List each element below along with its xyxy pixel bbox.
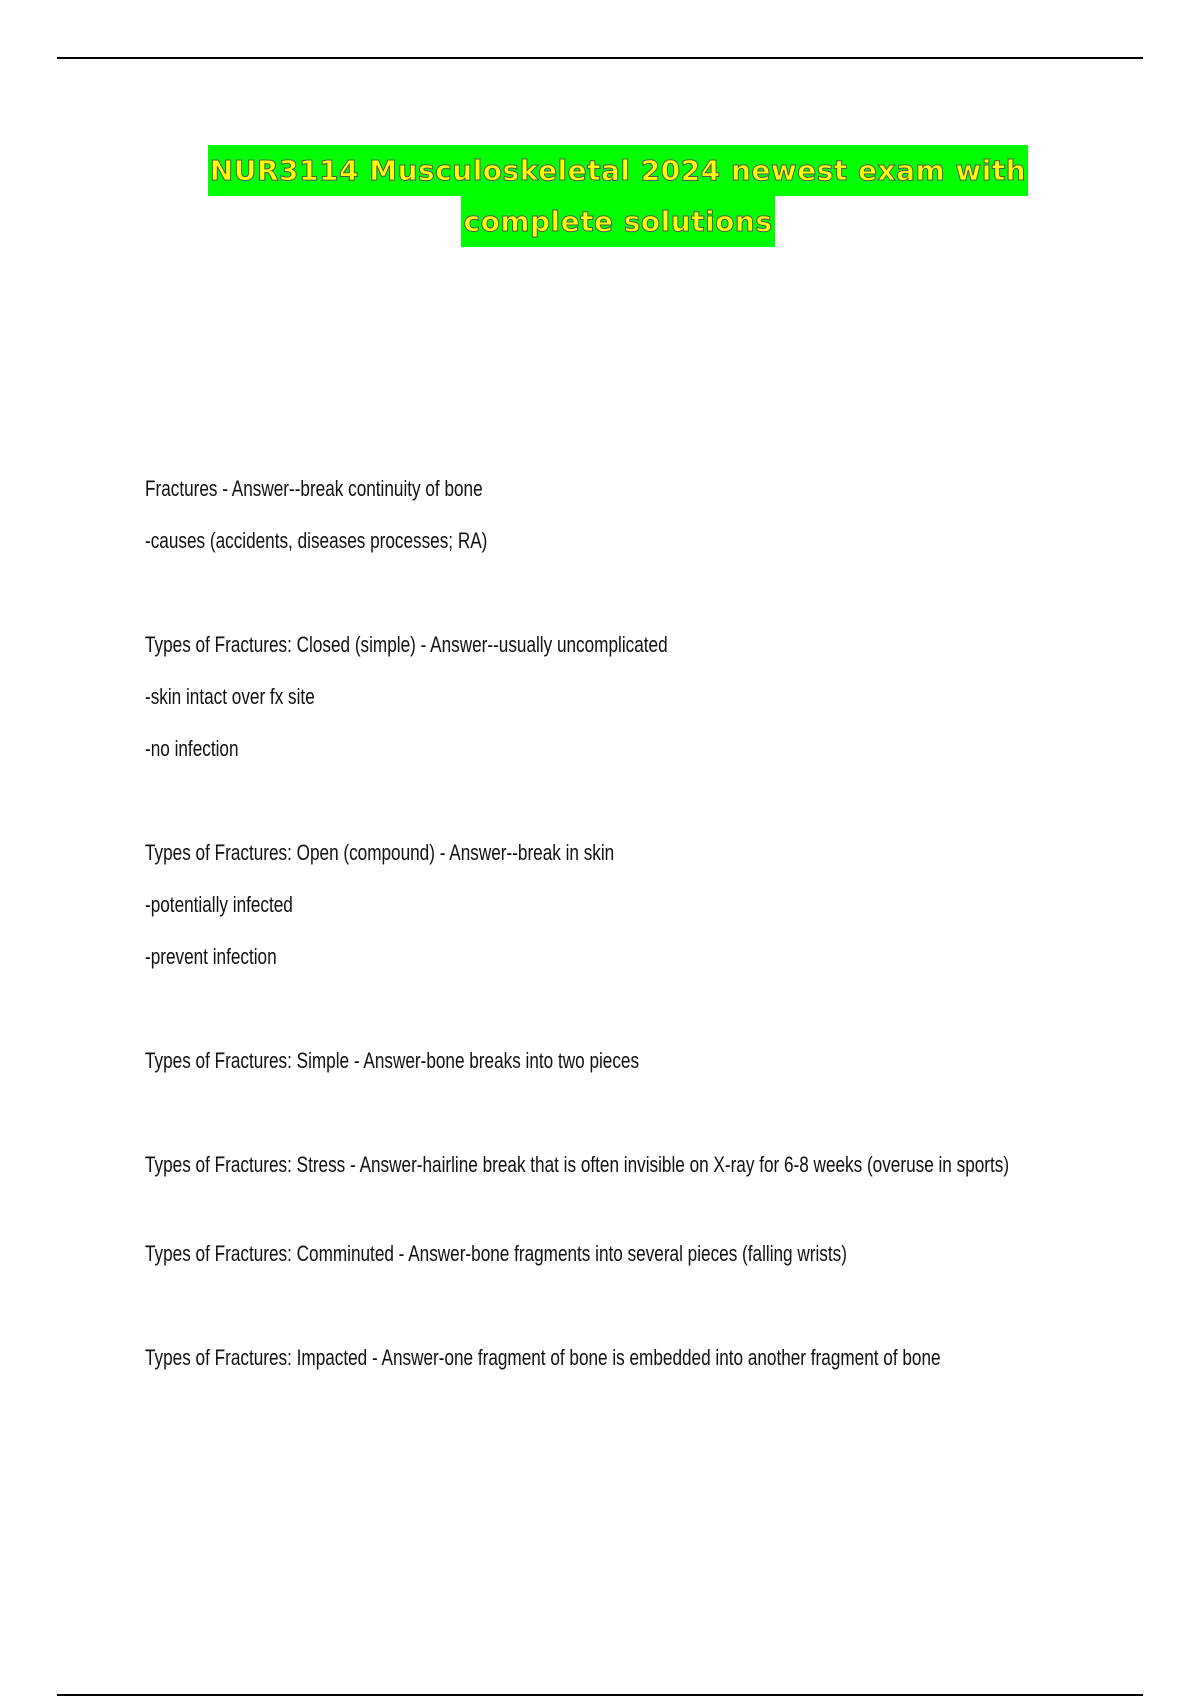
bottom-divider <box>57 1694 1143 1696</box>
top-divider <box>57 57 1143 59</box>
document-title <box>100 145 1136 247</box>
qa-entry-impacted <box>145 1339 1105 1391</box>
entry-line: -causes (accidents, diseases processes; RA) <box>145 528 488 553</box>
entry-line: Fractures - Answer--break continuity of bone <box>145 476 483 501</box>
title-line-2: complete solutions <box>461 196 774 247</box>
entry-line: Types of Fractures: Open (compound) - Answer--break in skin <box>145 840 615 865</box>
entry-line: Types of Fractures: Closed (simple) - Answer--usually uncomplicated <box>145 632 668 657</box>
entry-line: Types of Fractures: Impacted - Answer-one fragment of bone is embedded into another fragment of bone <box>145 1345 941 1370</box>
entry-line: Types of Fractures: Comminuted - Answer-bone fragments into several pieces (falling wrists) <box>145 1241 847 1266</box>
entry-line: Types of Fractures: Stress - Answer-hairline break that is often invisible on X-ray for 6-8 weeks (overuse in sports) <box>145 1152 1010 1177</box>
entry-line: -no infection <box>145 736 239 761</box>
entry-line: -skin intact over fx site <box>145 684 315 709</box>
title-line-1: NUR3114 Musculoskeletal 2024 newest exam with <box>208 145 1028 196</box>
qa-entry-comminuted <box>145 1235 1105 1287</box>
qa-entry-fractures <box>145 470 1105 574</box>
qa-entry-open <box>145 834 1105 990</box>
qa-entry-simple <box>145 1042 1105 1094</box>
entry-line: -prevent infection <box>145 944 277 969</box>
entry-line: Types of Fractures: Simple - Answer-bone breaks into two pieces <box>145 1048 640 1073</box>
entry-line: -potentially infected <box>145 892 293 917</box>
qa-entry-stress <box>145 1146 1105 1183</box>
qa-entry-closed <box>145 626 1105 782</box>
document-body <box>145 470 1105 1443</box>
